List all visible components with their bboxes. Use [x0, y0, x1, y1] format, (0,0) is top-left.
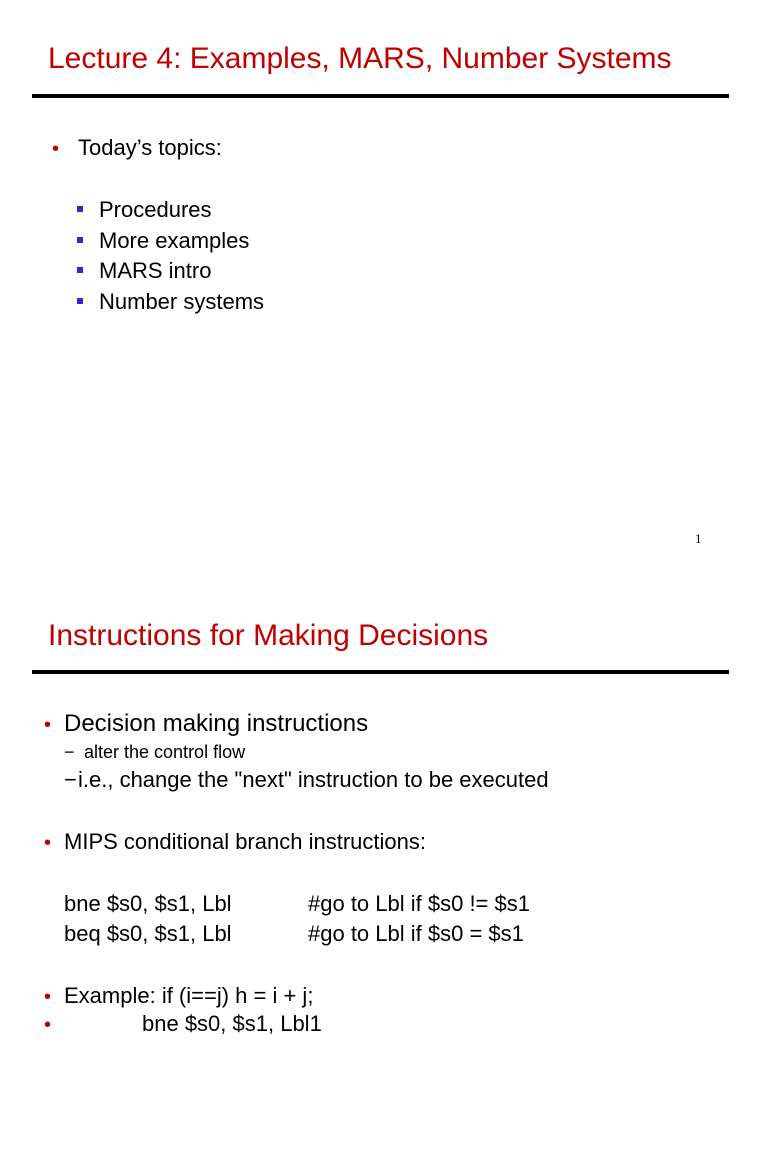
sub-bullet-text: alter the control flow: [84, 742, 246, 762]
dash-icon: −: [64, 742, 75, 762]
square-bullet-icon: [77, 206, 83, 212]
dash-icon: −: [64, 767, 77, 792]
code-instruction: bne $s0, $s1, Lbl: [64, 891, 232, 916]
code-instruction: beq $s0, $s1, Lbl: [64, 921, 232, 946]
bullet-icon: •: [44, 986, 52, 1008]
square-bullet-icon: [77, 267, 83, 273]
code-comment: #go to Lbl if $s0 != $s1: [308, 891, 530, 916]
title-rule: [32, 670, 729, 674]
topic-item: Procedures: [99, 197, 212, 222]
bullet-icon: •: [44, 832, 52, 854]
topics-heading: Today’s topics:: [78, 135, 222, 160]
slide-title: Lecture 4: Examples, MARS, Number Systems: [48, 42, 672, 75]
square-bullet-icon: [77, 298, 83, 304]
slide-2: [0, 576, 768, 1152]
bullet-text-partial: bne $s0, $s1, Lbl1: [142, 1011, 322, 1036]
title-rule: [32, 94, 729, 98]
bullet-icon: •: [44, 714, 52, 736]
sub-bullet-text: i.e., change the "next" instruction to be executed: [78, 767, 549, 792]
code-comment: #go to Lbl if $s0 = $s1: [308, 921, 524, 946]
slide-title: Instructions for Making Decisions: [48, 619, 489, 652]
square-bullet-icon: [77, 237, 83, 243]
topic-item: MARS intro: [99, 258, 212, 283]
topic-item: More examples: [99, 228, 250, 253]
bullet-text: Example: if (i==j) h = i + j;: [64, 983, 314, 1008]
topic-item: Number systems: [99, 289, 265, 314]
bullet-icon: •: [52, 138, 60, 160]
bullet-icon: •: [44, 1014, 52, 1036]
page-number: 1: [695, 531, 702, 546]
bullet-text: MIPS conditional branch instructions:: [64, 829, 426, 854]
bullet-text: Decision making instructions: [64, 710, 369, 737]
